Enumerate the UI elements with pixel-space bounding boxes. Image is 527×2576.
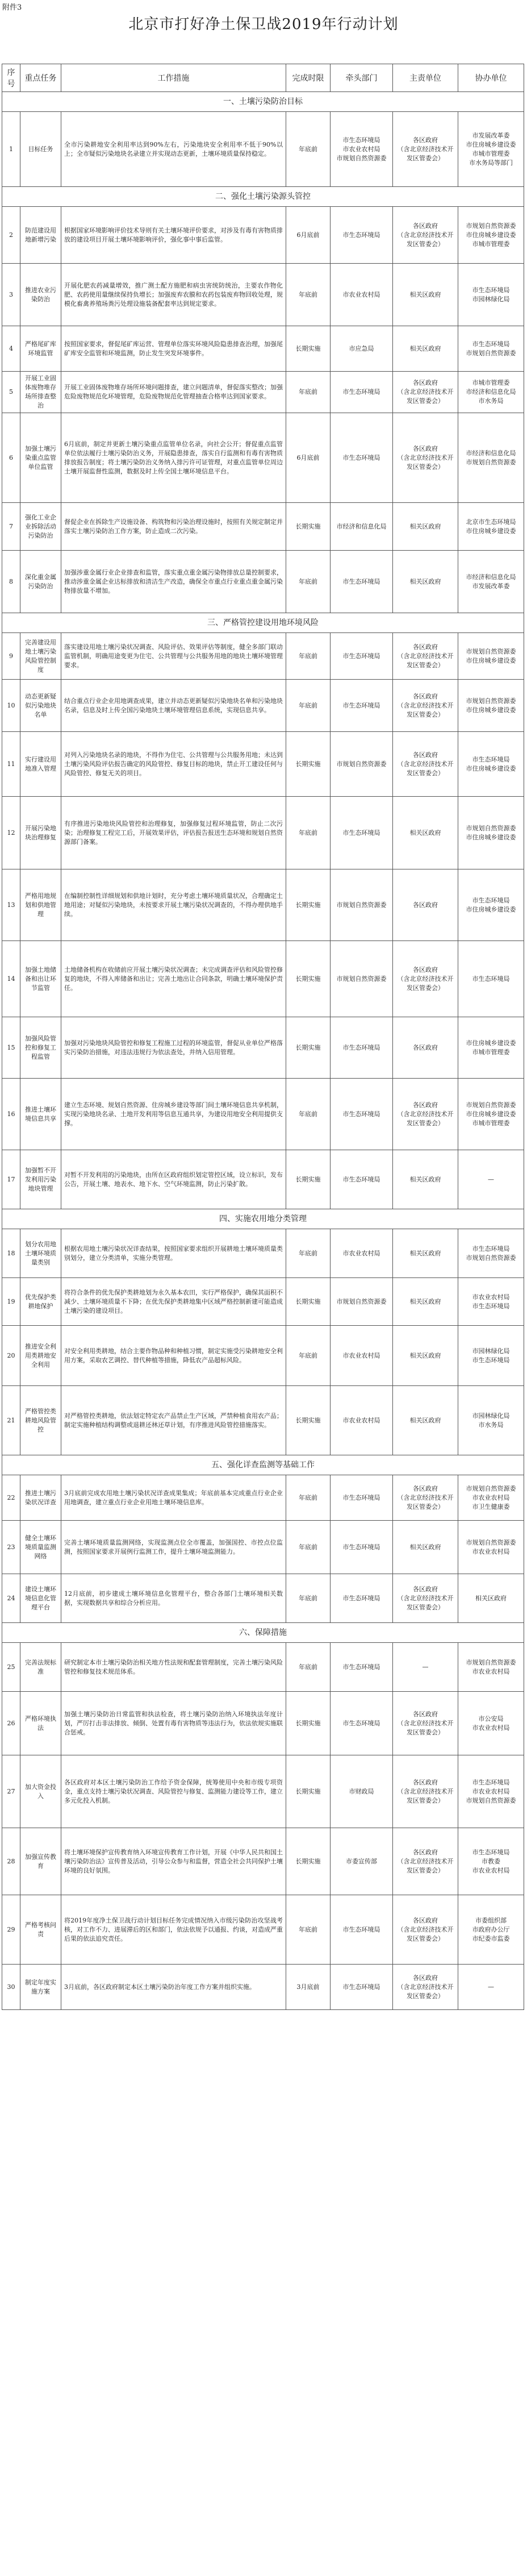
row-lead-dept: 市规划自然资源委 (331, 869, 393, 941)
row-task: 建设土壤环境信息化管理平台 (20, 1574, 61, 1623)
row-number: 13 (2, 869, 20, 941)
row-task: 划分农用地土壤环境质量类别 (20, 1229, 61, 1278)
table-body (2, 92, 524, 2010)
table-row (2, 264, 524, 326)
row-measures: 加强涉重金属行业企业排查和监管，落实重点重金属污染物排放总量控制要求，推动涉重金属企业达标排放和清洁生产改造，确保全市重点行业重点重金属污染物排放量不增加。 (61, 551, 286, 613)
table-row (2, 413, 524, 503)
section-title: 六、保障措施 (2, 1623, 524, 1643)
table-row (2, 551, 524, 613)
row-assist-unit: 市规划自然资源委 市农业农村局 (458, 1521, 524, 1574)
row-task: 健全土壤环境质量监测网络 (20, 1521, 61, 1574)
row-assist-unit: 市生态环境局 市规划自然资源委 (458, 326, 524, 372)
row-measures: 土地储备机构在收储前应开展土壤污染状况调查；未完成调查评估和风险管控修复的地块，不得入库储备和出让；完善土地出让合同条款，明确土壤环境保护责任。 (61, 941, 286, 1017)
row-deadline: 长期实施 (286, 1017, 331, 1079)
row-task: 严格管控类耕地风险管控 (20, 1386, 61, 1455)
row-measures: 开展化肥农药减量增效，推广测土配方施肥和病虫害统防统治，主要农作物化肥、农药使用量继续保持负增长；加强废弃农膜和农药包装废弃物回收处理，规模化畜禽养殖场粪污处理设施装备配套率达到规定要求。 (61, 264, 286, 326)
row-deadline: 长期实施 (286, 1386, 331, 1455)
row-measures: 对安全利用类耕地，结合主要作物品种和种植习惯，制定实施受污染耕地安全利用方案，采取农艺调控、替代种植等措施，降低农产品超标风险。 (61, 1326, 286, 1386)
row-main-unit: 各区政府 （含北京经济技术开发区管委会） (393, 732, 458, 797)
row-measures: 有序推进污染地块风险管控和治理修复，加强修复过程环境监管，防止二次污染；治理修复工程完工后，开展效果评估，评估报告报送生态环境和规划自然资源部门备案。 (61, 797, 286, 869)
row-lead-dept: 市生态环境局 (331, 797, 393, 869)
row-number: 21 (2, 1386, 20, 1455)
row-deadline: 长期实施 (286, 326, 331, 372)
row-deadline: 年底前 (286, 1895, 331, 1965)
row-task: 开展工业固体废物堆存场所排查整治 (20, 372, 61, 413)
row-number: 8 (2, 551, 20, 613)
row-deadline: 长期实施 (286, 503, 331, 551)
row-deadline: 年底前 (286, 1574, 331, 1623)
row-assist-unit: 市规划自然资源委 市住房城乡建设委 (458, 797, 524, 869)
row-lead-dept: 市生态环境局 (331, 1895, 393, 1965)
row-main-unit: 各区政府 （含北京经济技术开发区管委会） (393, 633, 458, 680)
row-assist-unit: 市园林绿化局 市生态环境局 (458, 1326, 524, 1386)
row-number: 15 (2, 1017, 20, 1079)
row-assist-unit: 市生态环境局 市农业农村局 市规划自然资源委 (458, 1755, 524, 1828)
row-main-unit: 相关区政府 (393, 551, 458, 613)
table-row (2, 1895, 524, 1965)
section-row (2, 1209, 524, 1229)
row-task: 深化重金属污染防治 (20, 551, 61, 613)
row-task: 实行建设用地准入管理 (20, 732, 61, 797)
row-number: 1 (2, 112, 20, 187)
action-plan-table (2, 64, 524, 2010)
row-lead-dept: 市生态环境局 (331, 1574, 393, 1623)
section-row (2, 1455, 524, 1475)
row-measures: 加强对污染地块风险管控和修复工程施工过程的环境监管，督促从业单位严格落实污染防治措施，对违法违规行为依法查处，并纳入信用管理。 (61, 1017, 286, 1079)
table-row (2, 1475, 524, 1521)
row-measures: 落实建设用地土壤污染状况调查、风险评估、效果评估等制度，健全多部门联动监管机制，明确用途变更为住宅、公共管理与公共服务用地的地块土壤环境管理要求。 (61, 633, 286, 680)
table-row (2, 1965, 524, 2010)
row-main-unit: 各区政府 （含北京经济技术开发区管委会） (393, 413, 458, 503)
row-lead-dept: 市生态环境局 (331, 1521, 393, 1574)
row-task: 加强宣传教育 (20, 1828, 61, 1895)
row-number: 9 (2, 633, 20, 680)
row-main-unit: 相关区政府 (393, 326, 458, 372)
row-main-unit: 各区政府 （含北京经济技术开发区管委会） (393, 1965, 458, 2010)
row-lead-dept: 市生态环境局 (331, 1017, 393, 1079)
row-number: 17 (2, 1150, 20, 1209)
row-main-unit: 各区政府 （含北京经济技术开发区管委会） (393, 1574, 458, 1623)
table-row (2, 1574, 524, 1623)
row-number: 28 (2, 1828, 20, 1895)
row-deadline: 长期实施 (286, 1150, 331, 1209)
row-number: 3 (2, 264, 20, 326)
row-assist-unit: 相关区政府 (458, 1574, 524, 1623)
row-measures: 开展工业固体废物堆存场所环境问题排查，建立问题清单，督促落实整改；加强危险废物规范化环境管理，危险废物规范化管理抽查合格率达到国家要求。 (61, 372, 286, 413)
header-measures: 工作措施 (61, 64, 286, 92)
row-assist-unit: — (458, 1965, 524, 2010)
row-main-unit: 各区政府 （含北京经济技术开发区管委会） (393, 372, 458, 413)
table-row (2, 869, 524, 941)
row-main-unit: 各区政府 (393, 869, 458, 941)
row-main-unit: 各区政府 （含北京经济技术开发区管委会） (393, 207, 458, 264)
row-deadline: 长期实施 (286, 1755, 331, 1828)
row-measures: 3月底前，各区政府制定本区土壤污染防治年度工作方案并组织实施。 (61, 1965, 286, 2010)
row-assist-unit: 市园林绿化局 市水务局 (458, 1386, 524, 1455)
row-main-unit: 各区政府 （含北京经济技术开发区管委会） (393, 941, 458, 1017)
row-measures: 在编制控制性详细规划和供地计划时，充分考虑土壤环境质量状况，合理确定土地用途；对疑似污染地块，未按要求开展土壤污染状况调查的，不得办理供地手续。 (61, 869, 286, 941)
row-deadline: 年底前 (286, 551, 331, 613)
row-number: 5 (2, 372, 20, 413)
row-lead-dept: 市生态环境局 (331, 1692, 393, 1755)
table-row (2, 1326, 524, 1386)
row-assist-unit: — (458, 1150, 524, 1209)
row-number: 4 (2, 326, 20, 372)
row-assist-unit: 北京市生态环境局 市住房城乡建设委 (458, 503, 524, 551)
row-main-unit: 相关区政府 (393, 1278, 458, 1326)
row-number: 22 (2, 1475, 20, 1521)
table-row (2, 1278, 524, 1326)
row-task: 推进农业污染防治 (20, 264, 61, 326)
row-assist-unit: 市规划自然资源委 市农业农村局 (458, 1643, 524, 1692)
row-deadline: 年底前 (286, 1229, 331, 1278)
row-assist-unit: 市规划自然资源委 市农业农村局 市卫生健康委 (458, 1475, 524, 1521)
row-number: 7 (2, 503, 20, 551)
row-task: 加强风险管控和修复工程监管 (20, 1017, 61, 1079)
table-header-row (2, 64, 524, 92)
row-main-unit: 各区政府 （含北京经济技术开发区管委会） (393, 1828, 458, 1895)
row-number: 26 (2, 1692, 20, 1755)
section-row (2, 1623, 524, 1643)
row-task: 完善建设用地土壤污染风险管控制度 (20, 633, 61, 680)
table-row (2, 1755, 524, 1828)
row-deadline: 长期实施 (286, 1828, 331, 1895)
row-measures: 全市污染耕地安全利用率达到90%左右，污染地块安全利用率不低于90%以上；全市疑似污染地块名录建立并实现动态更新，土壤环境质量保持稳定。 (61, 112, 286, 187)
table-row (2, 207, 524, 264)
row-task: 严格环境执法 (20, 1692, 61, 1755)
table-row (2, 1521, 524, 1574)
table-row (2, 633, 524, 680)
header-number: 序号 (2, 64, 20, 92)
row-assist-unit: 市经济和信息化局 市规划自然资源委 (458, 413, 524, 503)
row-number: 25 (2, 1643, 20, 1692)
row-main-unit: 相关区政府 (393, 264, 458, 326)
row-measures: 建立生态环境、规划自然资源、住房城乡建设等部门间土壤环境信息共享机制，实现污染地块名录、土地开发利用等信息互通共享，为建设用地安全利用提供支撑。 (61, 1079, 286, 1150)
row-deadline: 年底前 (286, 633, 331, 680)
row-lead-dept: 市生态环境局 (331, 1643, 393, 1692)
row-assist-unit: 市生态环境局 市园林绿化局 (458, 264, 524, 326)
row-main-unit: 相关区政府 (393, 1386, 458, 1455)
row-deadline: 长期实施 (286, 941, 331, 1017)
row-measures: 按照国家要求，督促尾矿库运营、管理单位落实环境风险隐患排查治理，加强尾矿库安全监管和环境监测，防止发生突发环境事件。 (61, 326, 286, 372)
row-lead-dept: 市生态环境局 (331, 413, 393, 503)
row-lead-dept: 市委宣传部 (331, 1828, 393, 1895)
row-deadline: 6月底前 (286, 413, 331, 503)
row-main-unit: 各区政府 （含北京经济技术开发区管委会） (393, 1755, 458, 1828)
row-main-unit: 相关区政府 (393, 1326, 458, 1386)
row-lead-dept: 市经济和信息化局 (331, 503, 393, 551)
row-assist-unit: 市农业农村局 市生态环境局 (458, 1278, 524, 1326)
row-assist-unit: 市生态环境局 市住房城乡建设委 (458, 732, 524, 797)
row-lead-dept: 市农业农村局 (331, 1326, 393, 1386)
table-row (2, 112, 524, 187)
table-row (2, 372, 524, 413)
section-title: 三、严格管控建设用地环境风险 (2, 613, 524, 633)
row-number: 12 (2, 797, 20, 869)
table-row (2, 732, 524, 797)
row-measures: 各区政府对本区土壤污染防治工作给予资金保障，统筹使用中央和市级专项资金，重点支持土壤污染状况调查、风险管控与修复、监测能力建设等工作，建立多元化投入机制。 (61, 1755, 286, 1828)
row-measures: 将土壤环境保护宣传教育纳入环境宣传教育工作计划，开展《中华人民共和国土壤污染防治法》宣传普及活动，引导公众参与和监督，营造全社会共同保护土壤环境的良好氛围。 (61, 1828, 286, 1895)
table-row (2, 1150, 524, 1209)
row-task: 制定年度实施方案 (20, 1965, 61, 2010)
row-task: 严格尾矿库环境监管 (20, 326, 61, 372)
row-task: 加强土壤污染重点监管单位监管 (20, 413, 61, 503)
row-main-unit: 相关区政府 (393, 503, 458, 551)
attachment-label: 附件3 (2, 3, 22, 12)
row-main-unit: 各区政府 （含北京经济技术开发区管委会） (393, 680, 458, 732)
row-main-unit: 各区政府 （含北京经济技术开发区管委会） (393, 1895, 458, 1965)
row-lead-dept: 市生态环境局 (331, 207, 393, 264)
table-row (2, 941, 524, 1017)
row-main-unit: 相关区政府 (393, 1229, 458, 1278)
row-assist-unit: 市委组织部 市政府办公厅 市纪委市监委 (458, 1895, 524, 1965)
row-deadline: 年底前 (286, 264, 331, 326)
row-task: 完善法规标准 (20, 1643, 61, 1692)
row-measures: 研究制定本市土壤污染防治相关地方性法规和配套管理制度，完善土壤污染风险管控和修复技术规范体系。 (61, 1643, 286, 1692)
row-main-unit: 相关区政府 (393, 797, 458, 869)
row-lead-dept: 市生态环境局 (331, 1475, 393, 1521)
header-task: 重点任务 (20, 64, 61, 92)
table-row (2, 1229, 524, 1278)
row-deadline: 长期实施 (286, 732, 331, 797)
row-task: 开展污染地块治理修复 (20, 797, 61, 869)
row-task: 防范建设用地新增污染 (20, 207, 61, 264)
table-row (2, 680, 524, 732)
row-task: 强化工业企业拆除活动污染防治 (20, 503, 61, 551)
row-measures: 3月底前完成农用地土壤污染状况详查成果集成；年底前基本完成重点行业企业用地调查，建立重点行业企业用地土壤环境信息库。 (61, 1475, 286, 1521)
row-measures: 加强土壤污染防治日常监管和执法检查，将土壤污染防治纳入环境执法年度计划，严厉打击非法排放、倾倒、处置有毒有害物质等违法行为，依法依规实施联合惩戒。 (61, 1692, 286, 1755)
row-measures: 根据农用地土壤污染状况详查结果，按照国家要求组织开展耕地土壤环境质量类别划分，建立分类清单，实施分类管理。 (61, 1229, 286, 1278)
row-lead-dept: 市财政局 (331, 1755, 393, 1828)
section-row (2, 92, 524, 112)
row-number: 11 (2, 732, 20, 797)
row-assist-unit: 市规划自然资源委 市住房城乡建设委 市城市管理委 (458, 1079, 524, 1150)
row-number: 14 (2, 941, 20, 1017)
row-lead-dept: 市生态环境局 (331, 680, 393, 732)
section-title: 二、强化土壤污染源头管控 (2, 187, 524, 207)
row-lead-dept: 市农业农村局 (331, 264, 393, 326)
row-main-unit: 各区政府 （含北京经济技术开发区管委会） (393, 1475, 458, 1521)
row-number: 19 (2, 1278, 20, 1326)
row-task: 加强暂不开发利用污染地块管理 (20, 1150, 61, 1209)
row-lead-dept: 市生态环境局 (331, 633, 393, 680)
row-assist-unit: 市规划自然资源委 市住房城乡建设委 (458, 680, 524, 732)
row-deadline: 3月底前 (286, 1965, 331, 2010)
row-lead-dept: 市农业农村局 (331, 1386, 393, 1455)
row-deadline: 年底前 (286, 372, 331, 413)
row-task: 动态更新疑似污染地块名单 (20, 680, 61, 732)
row-lead-dept: 市规划自然资源委 (331, 732, 393, 797)
row-deadline: 长期实施 (286, 1692, 331, 1755)
row-measures: 将2019年度净土保卫战行动计划目标任务完成情况纳入市级污染防治攻坚战考核，对工作不力、进展滞后的区和部门，依法依规予以通报、约谈，对造成严重后果的依法追究责任。 (61, 1895, 286, 1965)
row-task: 加强土地储备和出让环节监管 (20, 941, 61, 1017)
row-assist-unit: 市规划自然资源委 市住房城乡建设委 (458, 633, 524, 680)
row-assist-unit: 市生态环境局 (458, 941, 524, 1017)
row-main-unit: 各区政府 （含北京经济技术开发区管委会） (393, 112, 458, 187)
row-task: 优先保护类耕地保护 (20, 1278, 61, 1326)
row-number: 27 (2, 1755, 20, 1828)
row-number: 10 (2, 680, 20, 732)
row-assist-unit: 市城市管理委 市经济和信息化局 市水务局 (458, 372, 524, 413)
row-main-unit: 各区政府 (393, 1017, 458, 1079)
header-main-unit: 主责单位 (393, 64, 458, 92)
row-task: 严格考核问责 (20, 1895, 61, 1965)
row-number: 30 (2, 1965, 20, 2010)
row-measures: 将符合条件的优先保护类耕地划为永久基本农田，实行严格保护，确保其面积不减少、土壤环境质量不下降；在优先保护类耕地集中区域严格控制新建可能造成土壤污染的建设项目。 (61, 1278, 286, 1326)
row-task: 推进安全利用类耕地安全利用 (20, 1326, 61, 1386)
row-number: 2 (2, 207, 20, 264)
table-row (2, 1692, 524, 1755)
row-lead-dept: 市生态环境局 (331, 1079, 393, 1150)
row-assist-unit: 市规划自然资源委 市住房城乡建设委 市城市管理委 (458, 207, 524, 264)
header-lead-dept: 牵头部门 (331, 64, 393, 92)
row-main-unit: — (393, 1643, 458, 1692)
row-deadline: 年底前 (286, 680, 331, 732)
row-lead-dept: 市生态环境局 (331, 551, 393, 613)
section-row (2, 613, 524, 633)
table-row (2, 1017, 524, 1079)
row-number: 24 (2, 1574, 20, 1623)
row-deadline: 长期实施 (286, 1278, 331, 1326)
section-title: 一、土壤污染防治目标 (2, 92, 524, 112)
row-task: 推进土壤污染状况详查 (20, 1475, 61, 1521)
table-row (2, 1079, 524, 1150)
row-number: 16 (2, 1079, 20, 1150)
row-deadline: 年底前 (286, 1521, 331, 1574)
row-deadline: 年底前 (286, 797, 331, 869)
table-row (2, 503, 524, 551)
row-assist-unit: 市生态环境局 市教委 市农业农村局 (458, 1828, 524, 1895)
row-assist-unit: 市公安局 市农业农村局 (458, 1692, 524, 1755)
row-lead-dept: 市生态环境局 (331, 372, 393, 413)
row-measures: 12月底前，初步建成土壤环境信息化管理平台，整合各部门土壤环境相关数据，实现数据共享和综合分析应用。 (61, 1574, 286, 1623)
row-task: 目标任务 (20, 112, 61, 187)
row-deadline: 年底前 (286, 1326, 331, 1386)
row-number: 29 (2, 1895, 20, 1965)
row-lead-dept: 市生态环境局 (331, 1150, 393, 1209)
row-assist-unit: 市经济和信息化局 市发展改革委 (458, 551, 524, 613)
table-row (2, 1386, 524, 1455)
row-task: 推进土壤环境信息共享 (20, 1079, 61, 1150)
row-lead-dept: 市规划自然资源委 (331, 1278, 393, 1326)
row-assist-unit: 市生态环境局 市规划自然资源委 (458, 1229, 524, 1278)
row-deadline: 年底前 (286, 112, 331, 187)
row-assist-unit: 市发展改革委 市住房城乡建设委 市城市管理委 市水务局等部门 (458, 112, 524, 187)
row-number: 6 (2, 413, 20, 503)
row-lead-dept: 市生态环境局 市农业农村局 市规划自然资源委 (331, 112, 393, 187)
table-row (2, 1828, 524, 1895)
row-lead-dept: 市应急局 (331, 326, 393, 372)
section-title: 五、强化详查监测等基础工作 (2, 1455, 524, 1475)
row-measures: 6月底前，制定并更新土壤污染重点监管单位名录，向社会公开；督促重点监管单位依法履行土壤污染防治义务，开展隐患排查，落实自行监测和有毒有害物质排放报告制度；将土壤污染防治义务纳入排污许可证管理，对重点监管单位周边土壤开展监督性监测，数据及时上传全国土壤环境信息平台。 (61, 413, 286, 503)
table-row (2, 1643, 524, 1692)
row-lead-dept: 市规划自然资源委 (331, 941, 393, 1017)
row-number: 18 (2, 1229, 20, 1278)
row-assist-unit: 市住房城乡建设委 市城市管理委 (458, 1017, 524, 1079)
row-deadline: 年底前 (286, 1079, 331, 1150)
section-title: 四、实施农用地分类管理 (2, 1209, 524, 1229)
row-measures: 对列入污染地块名录的地块，不得作为住宅、公共管理与公共服务用地；未达到土壤污染风险评估报告确定的风险管控、修复目标的地块，禁止开工建设任何与风险管控、修复无关的项目。 (61, 732, 286, 797)
header-deadline: 完成时限 (286, 64, 331, 92)
table-row (2, 326, 524, 372)
row-deadline: 年底前 (286, 1643, 331, 1692)
row-measures: 完善土壤环境质量监测网络，实现监测点位全市覆盖，加强国控、市控点位监测，按照国家要求开展例行监测工作，提升土壤环境监测能力。 (61, 1521, 286, 1574)
row-measures: 结合重点行业企业用地调查成果，建立并动态更新疑似污染地块名单和污染地块名录，信息及时上传全国污染地块土壤环境管理信息系统，实现信息共享。 (61, 680, 286, 732)
row-number: 23 (2, 1521, 20, 1574)
row-assist-unit: 市生态环境局 市住房城乡建设委 (458, 869, 524, 941)
section-row (2, 187, 524, 207)
row-deadline: 6月底前 (286, 207, 331, 264)
row-lead-dept: 市农业农村局 (331, 1229, 393, 1278)
row-deadline: 长期实施 (286, 869, 331, 941)
row-main-unit: 相关区政府 (393, 1521, 458, 1574)
row-measures: 对暂不开发利用的污染地块，由所在区政府组织划定管控区域，设立标识，发布公告，开展土壤、地表水、地下水、空气环境监测，防止污染扩散。 (61, 1150, 286, 1209)
row-lead-dept: 市生态环境局 (331, 1965, 393, 2010)
page-title: 北京市打好净土保卫战2019年行动计划 (128, 16, 399, 33)
row-measures: 根据国家环境影响评价技术导则有关土壤环境评价要求，对涉及有毒有害物质排放的建设项目开展土壤环境影响评价，强化事中事后监管。 (61, 207, 286, 264)
row-measures: 对严格管控类耕地，依法划定特定农产品禁止生产区域，严禁种植食用农产品；制定实施种植结构调整或退耕还林还草计划，有序推进风险管控措施落实。 (61, 1386, 286, 1455)
row-task: 严格用地规划和供地管理 (20, 869, 61, 941)
table-row (2, 797, 524, 869)
header-assist-unit: 协办单位 (458, 64, 524, 92)
row-task: 加大资金投入 (20, 1755, 61, 1828)
row-number: 20 (2, 1326, 20, 1386)
row-main-unit: 各区政府 （含北京经济技术开发区管委会） (393, 1692, 458, 1755)
row-main-unit: 各区政府 （含北京经济技术开发区管委会） (393, 1079, 458, 1150)
row-deadline: 年底前 (286, 1475, 331, 1521)
row-main-unit: 相关区政府 (393, 1150, 458, 1209)
row-measures: 督促企业在拆除生产设施设备、构筑物和污染治理设施时，按照有关规定制定并落实土壤污染防治工作方案，防止造成二次污染。 (61, 503, 286, 551)
